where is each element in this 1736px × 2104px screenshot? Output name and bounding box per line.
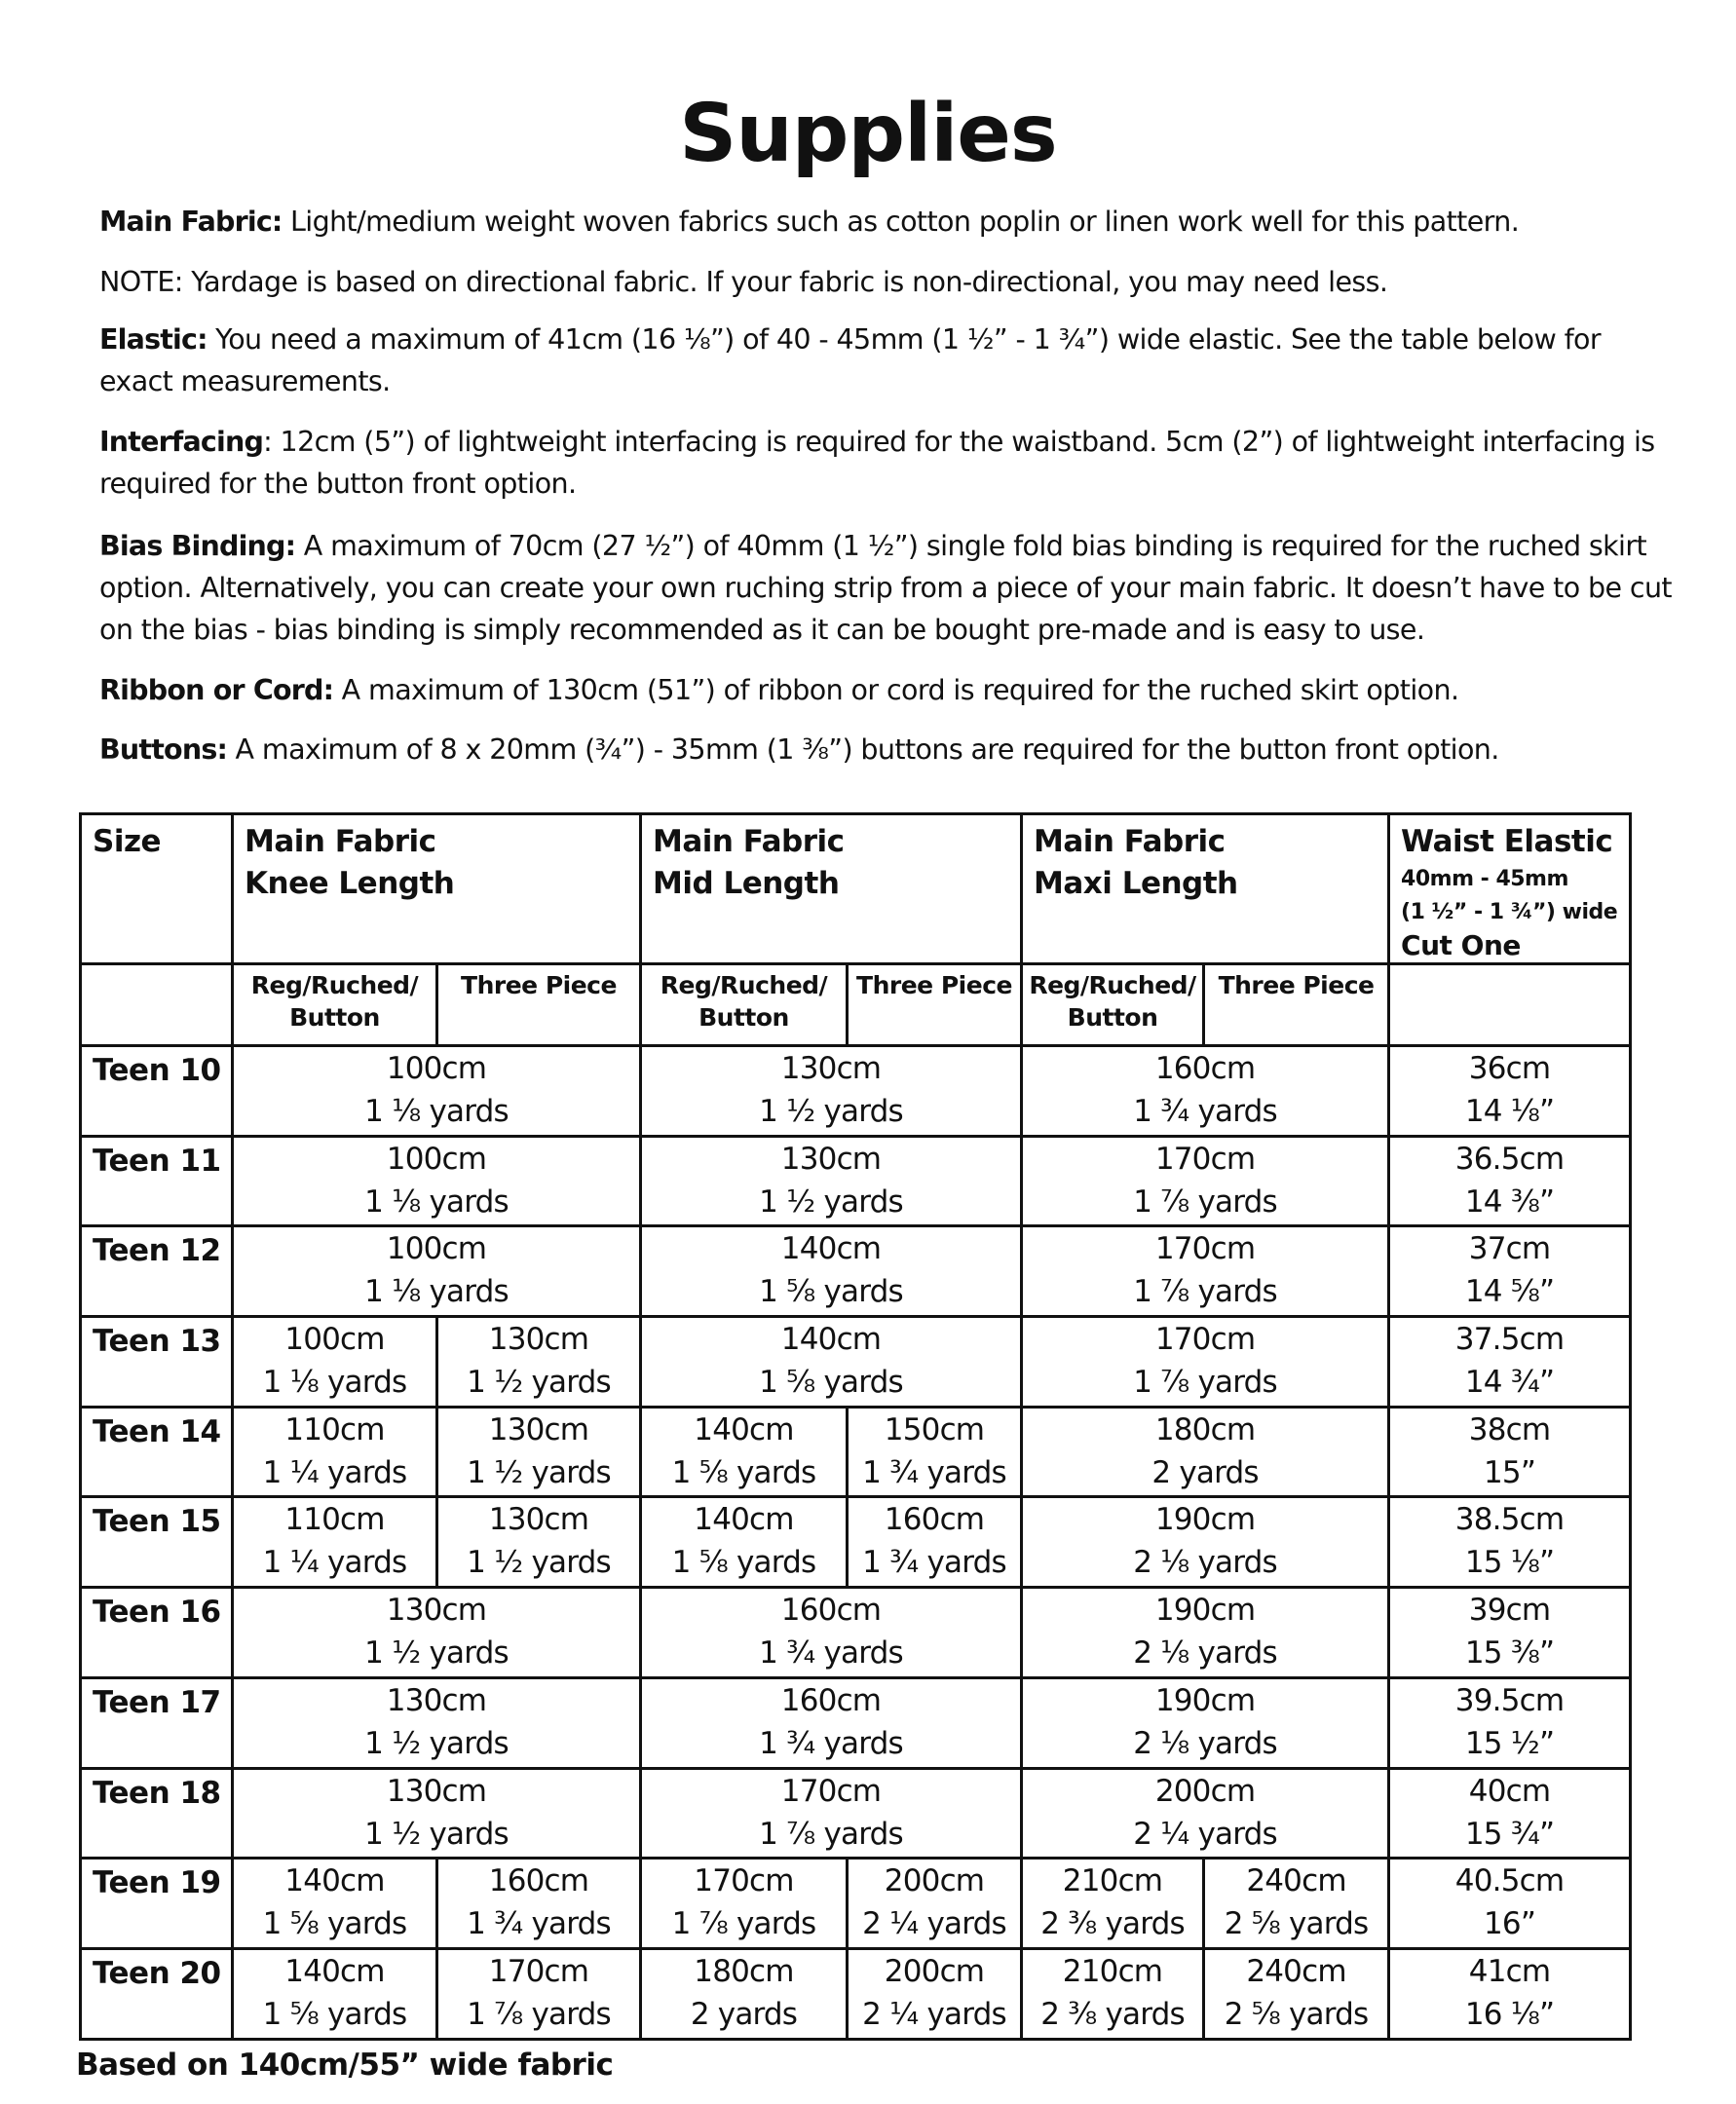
subheader-waist-empty [1389, 964, 1631, 1046]
header-maxi: Main Fabric Maxi Length [1022, 814, 1389, 964]
main-fabric-text: Light/medium weight woven fabrics such as cotton poplin or linen work well for this pattern. [282, 206, 1520, 238]
yard-value: 1 ⅞ yards [467, 1996, 611, 2032]
yard-value: 2 ⅛ yards [1133, 1545, 1277, 1581]
ribbon-text: A maximum of 130cm (51”) of ribbon or cord is required for the ruched skirt option. [333, 674, 1459, 706]
cm-value: 36.5cm [1454, 1141, 1565, 1177]
cm-value: 40.5cm [1454, 1863, 1565, 1899]
yardage-table [79, 812, 1632, 2041]
buttons-paragraph [99, 729, 1678, 770]
yard-value: 2 yards [1151, 1454, 1259, 1490]
yard-value: 1 ⅞ yards [1133, 1184, 1277, 1220]
maxi-cell [1022, 1588, 1389, 1678]
yard-value: 1 ½ yards [364, 1635, 509, 1672]
yard-value: 1 ⅞ yards [759, 1816, 903, 1852]
knee-reg-cell [233, 1948, 437, 2039]
knee-cell [233, 1046, 641, 1137]
cm-value: 140cm [694, 1502, 794, 1538]
knee-three-cell [437, 1859, 641, 1949]
yard-value: 1 ⅝ yards [671, 1545, 816, 1581]
knee-reg-cell [233, 1317, 437, 1408]
table-row [81, 1859, 1631, 1949]
yard-value: 1 ¾ yards [759, 1635, 903, 1672]
subheader-maxi-reg: Reg/Ruched/ Button [1022, 964, 1204, 1046]
maxi-cell [1022, 1768, 1389, 1859]
knee-cell [233, 1677, 641, 1768]
yard-value: 1 ½ yards [467, 1454, 611, 1490]
cm-value: 110cm [284, 1411, 385, 1447]
cm-value: 150cm [884, 1411, 985, 1447]
inch-value: 14 ⅛” [1464, 1094, 1555, 1129]
interfacing-text: : 12cm (5”) of lightweight interfacing is required for the waistband. 5cm (2”) of lightweight interfacing is required for the button front option. [99, 426, 1655, 500]
inch-value: 15 ⅛” [1464, 1545, 1555, 1581]
buttons-text: A maximum of 8 x 20mm (¾”) - 35mm (1 ⅜”) buttons are required for the button front option. [227, 733, 1499, 766]
mid-cell [641, 1046, 1022, 1137]
ribbon-label: Ribbon or Cord: [99, 674, 334, 706]
inch-value: 15” [1483, 1454, 1536, 1490]
knee-three-cell [437, 1497, 641, 1588]
waist-cell [1389, 1046, 1631, 1137]
yard-value: 1 ¾ yards [862, 1545, 1006, 1581]
yard-value: 2 ⅜ yards [1040, 1906, 1185, 1942]
note-text: NOTE: Yardage is based on directional fabric. If your fabric is non-directional, you may need less. [99, 266, 1388, 298]
yard-value: 1 ⅞ yards [1133, 1365, 1277, 1401]
inch-value: 15 ⅜” [1464, 1635, 1555, 1672]
yard-value: 2 ⅜ yards [1040, 1996, 1185, 2032]
subheader-maxi-three: Three Piece [1204, 964, 1389, 1046]
mid-cell [641, 1136, 1022, 1226]
cm-value: 170cm [780, 1773, 882, 1809]
knee-cell [233, 1226, 641, 1317]
cm-value: 170cm [488, 1953, 589, 1989]
table-row [81, 1948, 1631, 2039]
size-cell: Teen 10 [81, 1046, 233, 1137]
knee-three-cell [437, 1948, 641, 2039]
size-cell: Teen 14 [81, 1407, 233, 1497]
subheader-empty [81, 964, 233, 1046]
cm-value: 180cm [694, 1953, 794, 1989]
subheader-knee-three: Three Piece [437, 964, 641, 1046]
size-cell: Teen 18 [81, 1768, 233, 1859]
yard-value: 1 ¼ yards [262, 1454, 407, 1490]
waist-cell [1389, 1497, 1631, 1588]
cm-value: 130cm [780, 1051, 882, 1086]
yard-value: 1 ½ yards [364, 1816, 509, 1852]
inch-value: 14 ¾” [1464, 1365, 1555, 1401]
knee-cell [233, 1588, 641, 1678]
cm-value: 130cm [488, 1411, 589, 1447]
header-waist: Waist Elastic 40mm - 45mm (1 ½” - 1 ¾”) wide Cut One [1389, 814, 1631, 964]
header-size: Size [81, 814, 233, 964]
yard-value: 2 ¼ yards [862, 1906, 1006, 1942]
bias-binding-text: A maximum of 70cm (27 ½”) of 40mm (1 ½”) single fold bias binding is required for the ruched skirt option. Alternatively, you can create your own ruching strip from a piece of your main fabric. It doesn’t have to be cut on the bias - bias binding is simply recommended as it can be bought pre-made and is easy to use. [99, 530, 1672, 646]
yard-value: 1 ⅛ yards [364, 1184, 509, 1220]
mid-cell [641, 1677, 1022, 1768]
yard-value: 2 ¼ yards [862, 1996, 1006, 2032]
cm-value: 41cm [1468, 1953, 1551, 1989]
waist-cell [1389, 1226, 1631, 1317]
subheader-mid-three: Three Piece [848, 964, 1022, 1046]
table-row [81, 1677, 1631, 1768]
cm-value: 130cm [488, 1322, 589, 1358]
table-body [81, 1046, 1631, 2040]
subheader-knee-reg: Reg/Ruched/ Button [233, 964, 437, 1046]
maxi-cell [1022, 1317, 1389, 1408]
inch-value: 15 ¾” [1464, 1816, 1555, 1852]
subheader-mid-reg: Reg/Ruched/ Button [641, 964, 848, 1046]
yard-value: 1 ⅝ yards [671, 1454, 816, 1490]
mid-three-cell [848, 1497, 1022, 1588]
ribbon-paragraph [99, 669, 1678, 711]
interfacing-paragraph [99, 421, 1678, 505]
table-row [81, 1226, 1631, 1317]
knee-three-cell [437, 1407, 641, 1497]
cm-value: 130cm [386, 1773, 487, 1809]
waist-cell [1389, 1948, 1631, 2039]
cm-value: 160cm [780, 1593, 882, 1629]
cm-value: 140cm [780, 1231, 882, 1267]
mid-reg-cell [641, 1859, 848, 1949]
cm-value: 130cm [386, 1682, 487, 1718]
header-knee: Main Fabric Knee Length [233, 814, 641, 964]
cm-value: 36cm [1468, 1051, 1551, 1086]
cm-value: 170cm [1154, 1322, 1256, 1358]
mid-reg-cell [641, 1407, 848, 1497]
yard-value: 1 ½ yards [759, 1184, 903, 1220]
maxi-cell [1022, 1497, 1389, 1588]
maxi-cell [1022, 1136, 1389, 1226]
yard-value: 1 ⅝ yards [262, 1906, 407, 1942]
cm-value: 100cm [386, 1231, 487, 1267]
inch-value: 14 ⅜” [1464, 1184, 1555, 1220]
cm-value: 160cm [780, 1682, 882, 1718]
size-cell: Teen 19 [81, 1859, 233, 1949]
waist-cell [1389, 1136, 1631, 1226]
inch-value: 14 ⅝” [1464, 1274, 1555, 1310]
cm-value: 170cm [1154, 1231, 1256, 1267]
cm-value: 130cm [488, 1502, 589, 1538]
inch-value: 15 ½” [1464, 1725, 1555, 1761]
cm-value: 140cm [284, 1863, 385, 1899]
table-row [81, 1588, 1631, 1678]
waist-cell [1389, 1317, 1631, 1408]
buttons-label: Buttons: [99, 733, 228, 766]
table-row [81, 1046, 1631, 1137]
size-cell: Teen 12 [81, 1226, 233, 1317]
inch-value: 16 ⅛” [1464, 1996, 1555, 2032]
mid-cell [641, 1317, 1022, 1408]
cm-value: 37.5cm [1454, 1322, 1565, 1358]
yard-value: 1 ¾ yards [1133, 1094, 1277, 1129]
cm-value: 240cm [1246, 1953, 1346, 1989]
yard-value: 1 ⅞ yards [671, 1906, 816, 1942]
yard-value: 1 ⅝ yards [759, 1274, 903, 1310]
maxi-three-cell [1204, 1859, 1389, 1949]
main-fabric-paragraph [99, 201, 1678, 243]
cm-value: 180cm [1154, 1411, 1256, 1447]
mid-cell [641, 1768, 1022, 1859]
cm-value: 140cm [284, 1953, 385, 1989]
knee-reg-cell [233, 1407, 437, 1497]
mid-three-cell [848, 1948, 1022, 2039]
knee-cell [233, 1136, 641, 1226]
cm-value: 190cm [1154, 1502, 1256, 1538]
knee-three-cell [437, 1317, 641, 1408]
main-fabric-label: Main Fabric: [99, 206, 283, 238]
note-paragraph [99, 261, 1678, 303]
yard-value: 1 ⅝ yards [759, 1365, 903, 1401]
maxi-cell [1022, 1046, 1389, 1137]
cm-value: 140cm [780, 1322, 882, 1358]
table-header-row [81, 814, 1631, 964]
yard-value: 2 yards [690, 1996, 798, 2032]
maxi-reg-cell [1022, 1859, 1204, 1949]
cm-value: 140cm [694, 1411, 794, 1447]
cm-value: 200cm [884, 1863, 985, 1899]
yard-value: 1 ½ yards [467, 1545, 611, 1581]
knee-reg-cell [233, 1859, 437, 1949]
cm-value: 190cm [1154, 1682, 1256, 1718]
cm-value: 37cm [1468, 1231, 1551, 1267]
table-subheader-row [81, 964, 1631, 1046]
maxi-cell [1022, 1226, 1389, 1317]
maxi-cell [1022, 1677, 1389, 1768]
yard-value: 2 ⅝ yards [1224, 1996, 1369, 2032]
table-row [81, 1317, 1631, 1408]
yard-value: 2 ⅛ yards [1133, 1635, 1277, 1672]
yard-value: 1 ½ yards [759, 1094, 903, 1129]
cm-value: 200cm [884, 1953, 985, 1989]
waist-cell [1389, 1588, 1631, 1678]
cm-value: 160cm [1154, 1051, 1256, 1086]
mid-reg-cell [641, 1948, 848, 2039]
cm-value: 38cm [1468, 1411, 1551, 1447]
mid-three-cell [848, 1407, 1022, 1497]
elastic-label: Elastic: [99, 323, 208, 356]
cm-value: 39.5cm [1454, 1682, 1565, 1718]
waist-cell [1389, 1859, 1631, 1949]
size-cell: Teen 13 [81, 1317, 233, 1408]
table-row [81, 1136, 1631, 1226]
waist-cell [1389, 1768, 1631, 1859]
cm-value: 100cm [386, 1051, 487, 1086]
cm-value: 240cm [1246, 1863, 1346, 1899]
table-row [81, 1497, 1631, 1588]
yard-value: 1 ⅛ yards [364, 1274, 509, 1310]
yard-value: 1 ¾ yards [759, 1725, 903, 1761]
yard-value: 1 ⅛ yards [262, 1365, 407, 1401]
yard-value: 1 ⅛ yards [364, 1094, 509, 1129]
yard-value: 2 ¼ yards [1133, 1816, 1277, 1852]
yard-value: 1 ¾ yards [862, 1454, 1006, 1490]
cm-value: 210cm [1062, 1953, 1163, 1989]
yard-value: 1 ½ yards [467, 1365, 611, 1401]
yard-value: 1 ½ yards [364, 1725, 509, 1761]
size-cell: Teen 20 [81, 1948, 233, 2039]
cm-value: 100cm [284, 1322, 385, 1358]
yard-value: 1 ¾ yards [467, 1906, 611, 1942]
waist-cell [1389, 1407, 1631, 1497]
yard-value: 1 ⅞ yards [1133, 1274, 1277, 1310]
size-cell: Teen 15 [81, 1497, 233, 1588]
cm-value: 130cm [780, 1141, 882, 1177]
cm-value: 38.5cm [1454, 1502, 1565, 1538]
interfacing-label: Interfacing [99, 426, 264, 458]
footnote: Based on 140cm/55” wide fabric [76, 2048, 614, 2083]
size-cell: Teen 11 [81, 1136, 233, 1226]
elastic-text: You need a maximum of 41cm (16 ⅛”) of 40 - 45mm (1 ½” - 1 ¾”) wide elastic. See the table below for exact measurements. [99, 323, 1602, 397]
table-row [81, 1407, 1631, 1497]
mid-cell [641, 1588, 1022, 1678]
mid-reg-cell [641, 1497, 848, 1588]
yard-value: 2 ⅛ yards [1133, 1725, 1277, 1761]
knee-reg-cell [233, 1497, 437, 1588]
maxi-reg-cell [1022, 1948, 1204, 2039]
table-row [81, 1768, 1631, 1859]
size-cell: Teen 16 [81, 1588, 233, 1678]
maxi-cell [1022, 1407, 1389, 1497]
header-mid: Main Fabric Mid Length [641, 814, 1022, 964]
bias-binding-paragraph [99, 525, 1678, 651]
cm-value: 210cm [1062, 1863, 1163, 1899]
mid-cell [641, 1226, 1022, 1317]
cm-value: 170cm [1154, 1141, 1256, 1177]
yard-value: 1 ¼ yards [262, 1545, 407, 1581]
cm-value: 130cm [386, 1593, 487, 1629]
cm-value: 190cm [1154, 1593, 1256, 1629]
knee-cell [233, 1768, 641, 1859]
cm-value: 160cm [488, 1863, 589, 1899]
cm-value: 170cm [694, 1863, 794, 1899]
cm-value: 39cm [1468, 1593, 1551, 1629]
yard-value: 1 ⅝ yards [262, 1996, 407, 2032]
bias-binding-label: Bias Binding: [99, 530, 296, 562]
page-title: Supplies [679, 88, 1057, 180]
cm-value: 110cm [284, 1502, 385, 1538]
cm-value: 200cm [1154, 1773, 1256, 1809]
maxi-three-cell [1204, 1948, 1389, 2039]
cm-value: 160cm [884, 1502, 985, 1538]
waist-cell [1389, 1677, 1631, 1768]
cm-value: 100cm [386, 1141, 487, 1177]
size-cell: Teen 17 [81, 1677, 233, 1768]
yard-value: 2 ⅝ yards [1224, 1906, 1369, 1942]
inch-value: 16” [1483, 1906, 1536, 1942]
elastic-paragraph [99, 319, 1678, 402]
cm-value: 40cm [1468, 1773, 1551, 1809]
mid-three-cell [848, 1859, 1022, 1949]
